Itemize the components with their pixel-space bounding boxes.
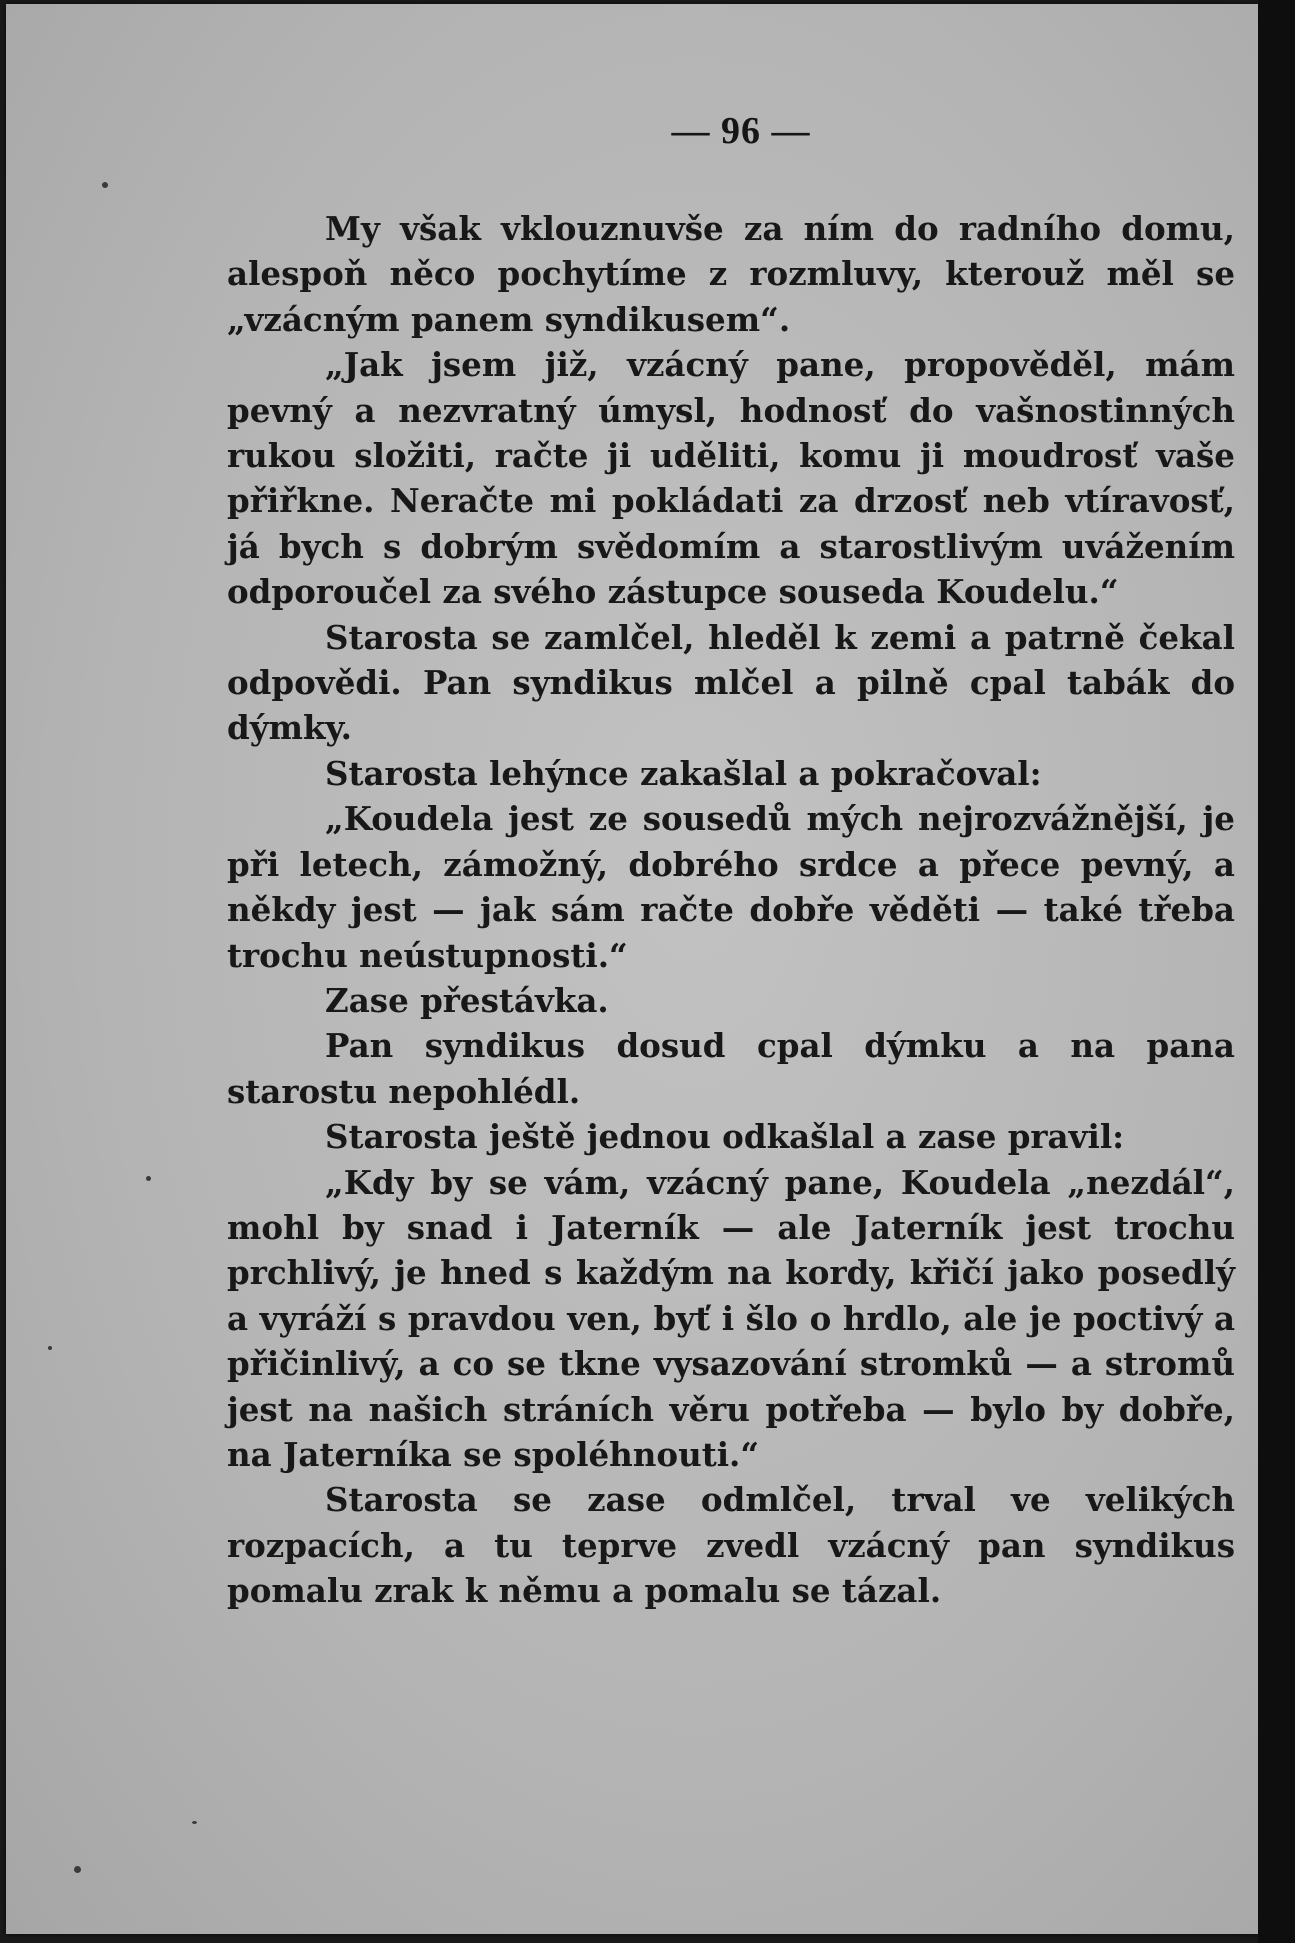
paper-speck: [146, 1176, 151, 1181]
paper-speck: [192, 1821, 197, 1824]
paragraph: „Kdy by se vám, vzácný pane, Koudela „nezdál“, mohl by snad i Jaterník — ale Jaterník jest trochu prchlivý, je hned s každým na kordy, křičí jako posedlý a vyráží s pravdou ven, byť i šlo o hrdlo, ale je poctivý a přičinlivý, a co se tkne vysazování stromků — a stromů jest na našich stráních věru potřeba — bylo by dobře, na Jaterníka se spoléhnouti.“: [227, 1162, 1235, 1474]
page-text: [227, 206, 1235, 1614]
paragraph: „Jak jsem již, vzácný pane, propověděl, mám pevný a nezvratný úmysl, hodnosť do vašnostinných rukou složiti, račte ji uděliti, komu ji moudrosť vaše přiřkne. Neračte mi pokládati za drzosť neb vtíravosť, já bych s dobrým svědomím a starostlivým uvážením odporoučel za svého zástupce souseda Koudelu.“: [227, 345, 1235, 612]
paragraph: Starosta lehýnce zakašlal a pokračoval:: [325, 753, 1042, 793]
page-number: — 96 —: [671, 110, 811, 152]
paragraph: Zase přestávka.: [325, 980, 609, 1020]
paragraph: Starosta se zase odmlčel, trval ve velikých rozpacích, a tu teprve zvedl vzácný pan syndikus pomalu zrak k němu a pomalu se tázal.: [227, 1480, 1235, 1611]
paragraph: My však vklouznuvše za ním do radního domu, alespoň něco pochytíme z rozmluvy, kterouž měl se „vzácným panem syndikusem“.: [227, 209, 1235, 339]
paragraph: Starosta ještě jednou odkašlal a zase pravil:: [325, 1117, 1125, 1157]
paper-speck: [74, 1866, 81, 1873]
paper-speck: [102, 182, 108, 188]
page-edge-shadow: [1258, 0, 1295, 1943]
paragraph: Starosta se zamlčel, hleděl k zemi a patrně čekal odpovědi. Pan syndikus mlčel a pilně cpal tabák do dýmky.: [227, 617, 1235, 748]
paragraph: „Koudela jest ze sousedů mých nejrozvážnější, je při letech, zámožný, dobrého srdce a přece pevný, a někdy jest — jak sám račte dobře věděti — také třeba trochu neústupnosti.“: [227, 799, 1235, 975]
paper-speck: [48, 1346, 52, 1350]
book-page: [6, 4, 1258, 1934]
paragraph: Pan syndikus dosud cpal dýmku a na pana starostu nepohlédl.: [227, 1026, 1235, 1111]
